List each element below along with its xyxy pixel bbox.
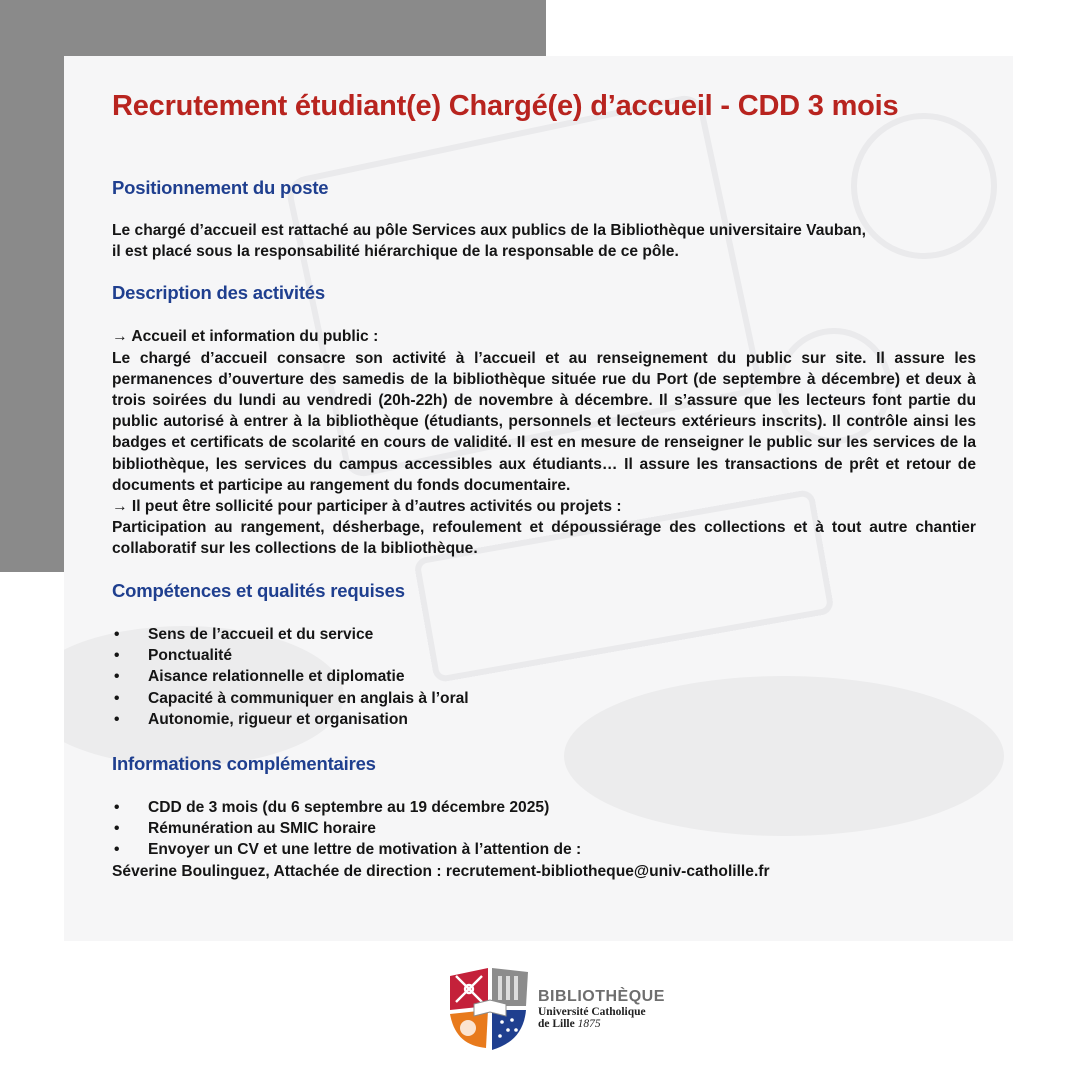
activity-arrow-accueil: → Accueil et information du public : [112, 328, 379, 346]
logo-title: BIBLIOTHÈQUE [538, 988, 665, 1005]
logo-subtitle-2 [538, 1018, 665, 1030]
section-heading-informations: Informations complémentaires [112, 752, 376, 774]
list-item: • CDD de 3 mois (du 6 septembre au 19 décembre 2025) [112, 797, 976, 818]
section-heading-description: Description des activités [112, 282, 325, 304]
section-heading-positionnement: Positionnement du poste [112, 177, 329, 198]
list-item: • Aisance relationnelle et diplomatie [112, 666, 976, 687]
page-title: Recrutement étudiant(e) Chargé(e) d’accueil - CDD 3 mois [112, 90, 899, 122]
logo-subtitle-1: Université Catholique [538, 1006, 646, 1018]
activity-paragraph-accueil: Le chargé d’accueil consacre son activité à l’accueil et au renseignement du public sur site. Il assure les permanences d’ouverture des samedis de la bibliothèque située rue du Port (de septembre à décembre) et deux à trois soirées du lundi au vendredi (20h-22h) de novembre à décembre. Il s’assure que les lecteurs font partie du public autorisé à entrer à la bibliothèque (étudiants, personnels et lecteurs extérieurs inscrits). Il contrôle ainsi les badges et certificats de scolarité en cours de validité. Il est en mesure de renseigner le public sur les services de la bibliothèque, les services du campus accessibles aux étudiants… Il assure les transactions de prêt et retour de documents et participe au rangement du fonds documentaire. [112, 349, 976, 494]
list-item: • Capacité à communiquer en anglais à l’oral [112, 688, 976, 709]
activity-arrow-autres: → Il peut être sollicité pour participer à d’autres activités ou projets : [112, 498, 622, 516]
positionnement-line-2: il est placé sous la responsabilité hiérarchique de la responsable de ce pôle. [112, 243, 679, 261]
list-item: • Sens de l’accueil et du service [112, 624, 976, 645]
list-item: • Ponctualité [112, 645, 976, 666]
library-logo-icon [446, 966, 536, 1052]
list-item: • Envoyer un CV et une lettre de motivation à l’attention de : [112, 839, 976, 860]
positionnement-line-1: Le chargé d’accueil est rattaché au pôle Services aux publics de la Bibliothèque universitaire Vauban, [112, 222, 866, 239]
logo-year: 1875 [577, 1018, 601, 1030]
card-content [112, 90, 976, 882]
list-item: • Autonomie, rigueur et organisation [112, 709, 976, 730]
job-offer-card [64, 56, 1013, 941]
competences-list [112, 624, 976, 731]
contact-line: Séverine Boulinguez, Attachée de direction : recrutement-bibliotheque@univ-catholille.fr [112, 862, 770, 880]
informations-list [112, 797, 976, 861]
logo-text-block [538, 988, 665, 1030]
section-heading-competences: Compétences et qualités requises [112, 579, 405, 601]
activity-paragraph-autres: Participation au rangement, désherbage, refoulement et dépoussiérage des collections et à tout autre chantier collaboratif sur les collections de la bibliothèque. [112, 519, 976, 558]
logo-subtitle-2-text: de Lille [538, 1018, 575, 1030]
list-item: • Rémunération au SMIC horaire [112, 818, 976, 839]
